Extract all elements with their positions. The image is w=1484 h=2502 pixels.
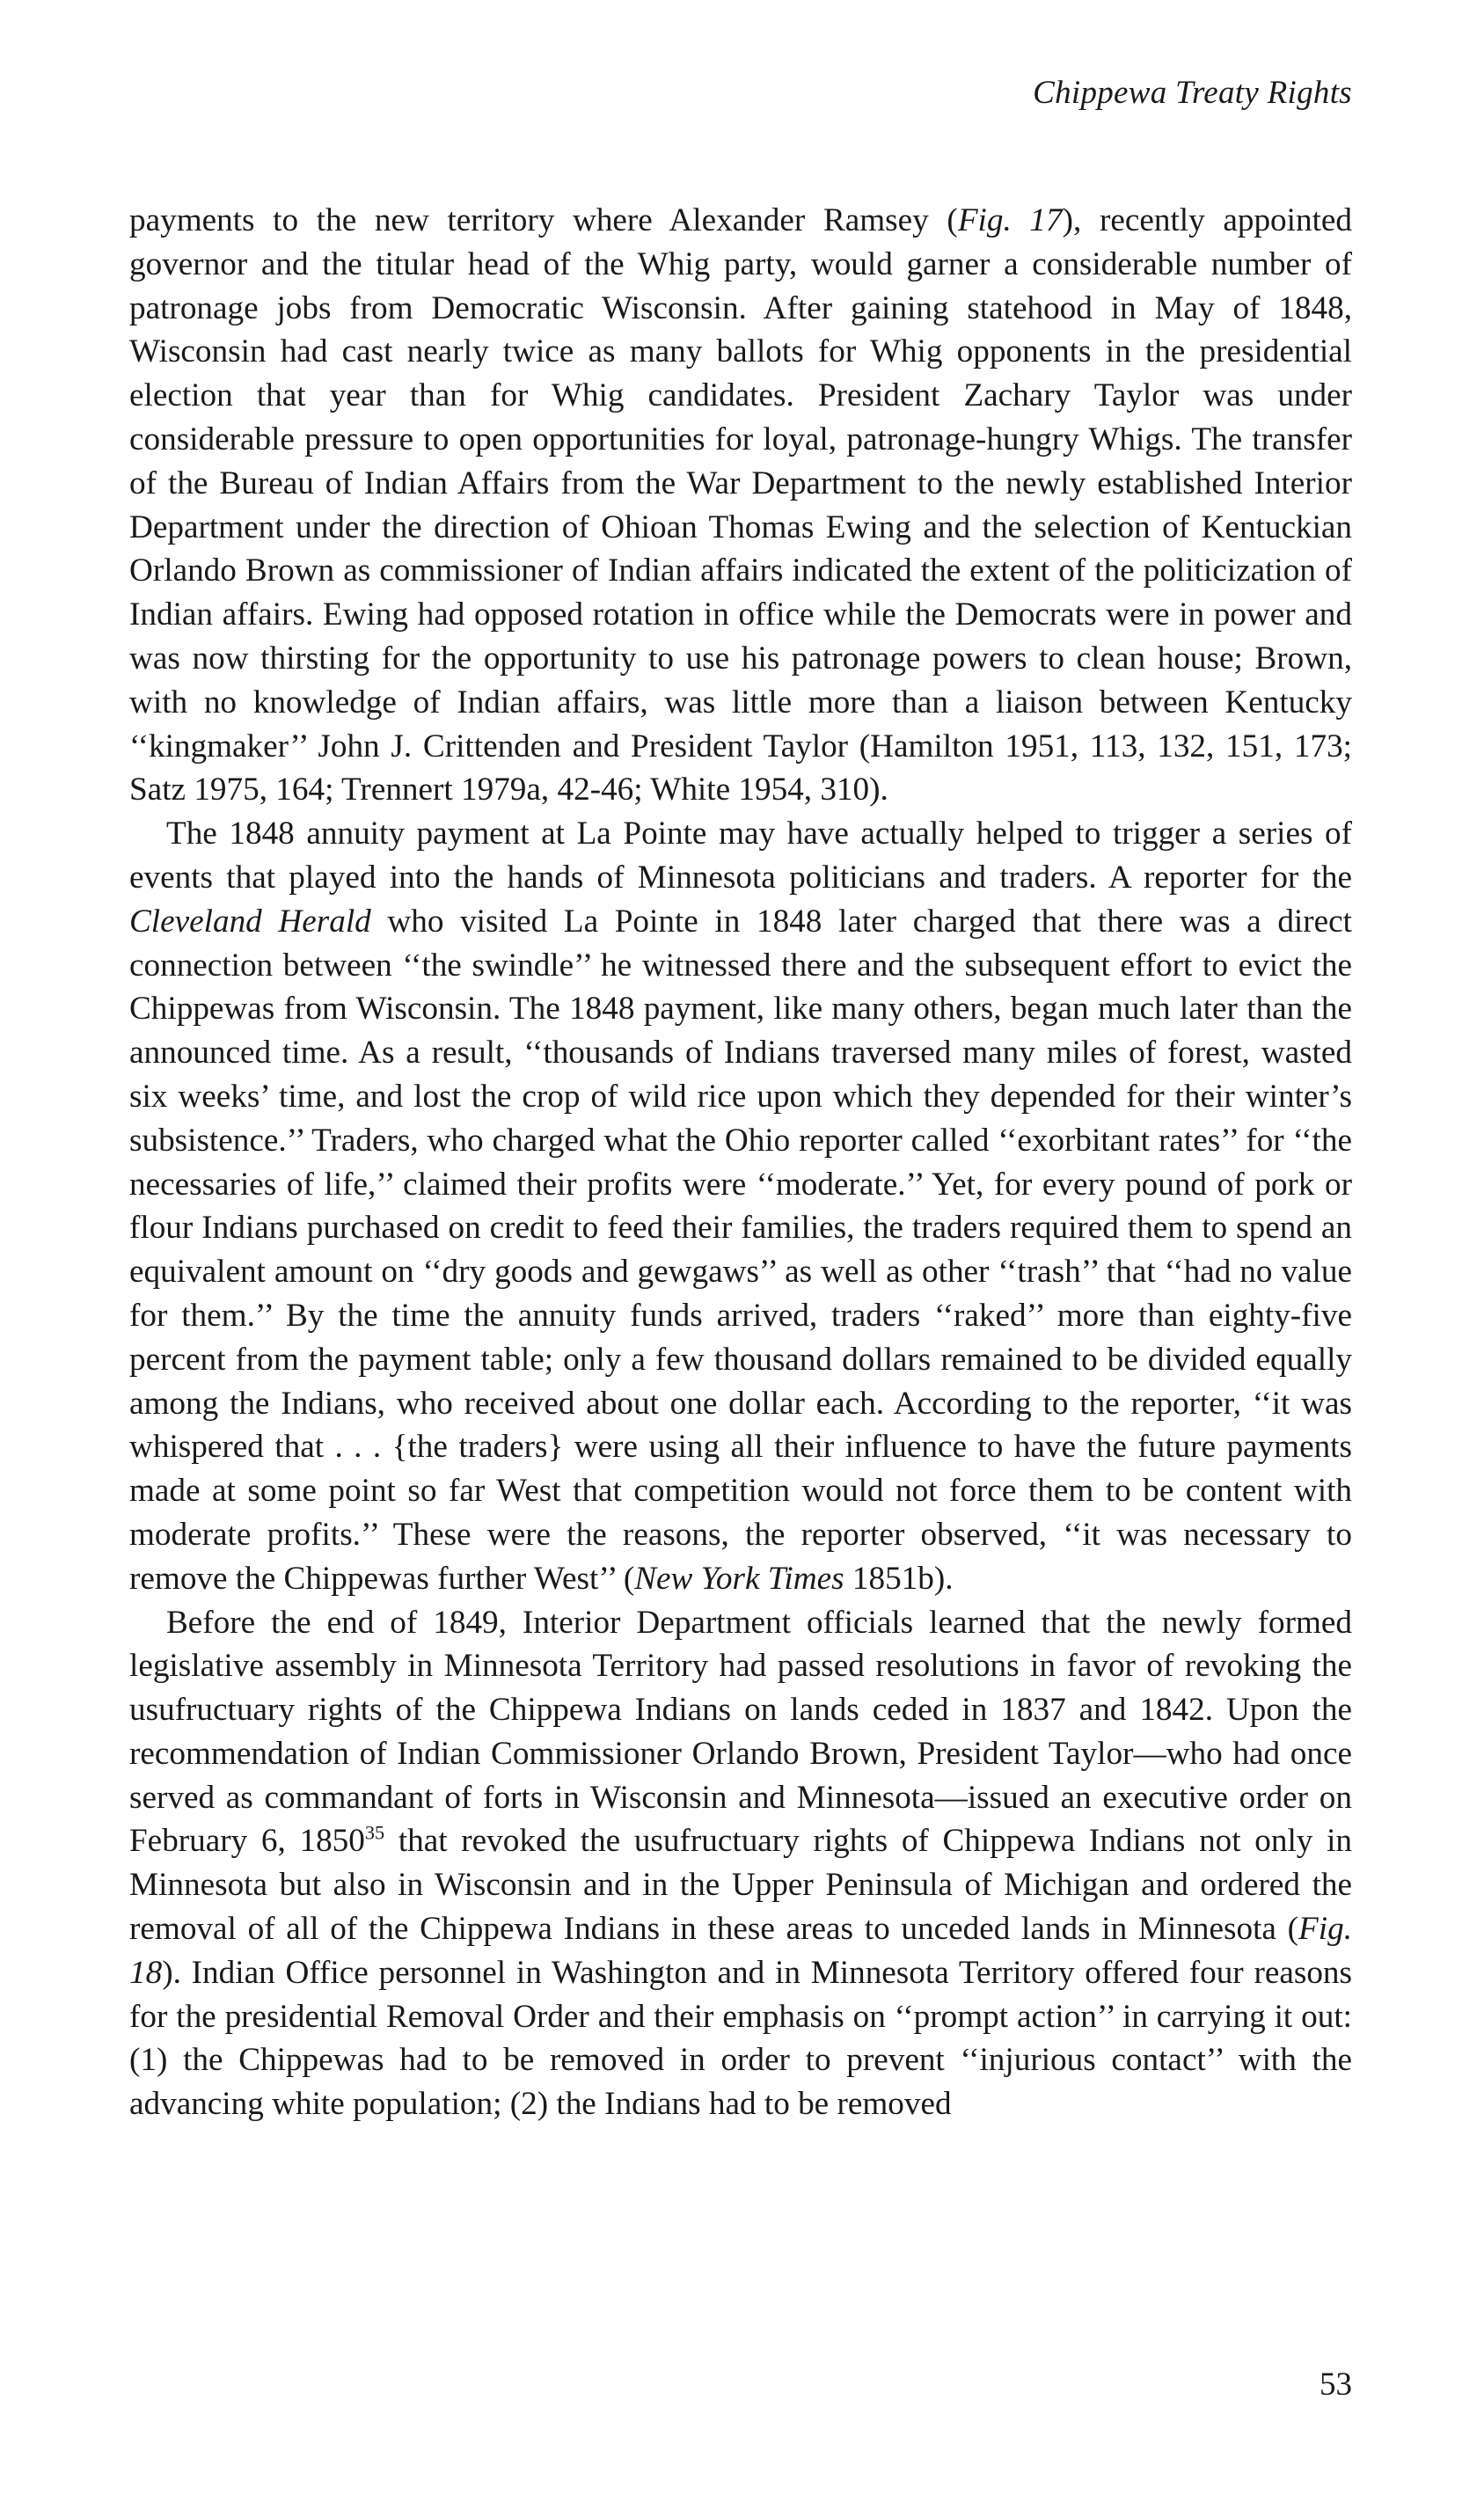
italic-text: Fig. 18 (129, 1911, 1352, 1991)
italic-text: Fig. 17 (957, 202, 1063, 238)
paragraph-3 (129, 1601, 1352, 2127)
body-text (129, 199, 1352, 2126)
text-run: ). Indian Office personnel in Washington and in Minnesota Territory offered four reasons for the presidential Removal Order and their emphasis on ‘‘prompt action’’ in carrying it out: (1) the Chippewas had to be removed in order to prevent ‘‘injurious contact’’ with the advancing white population; (2) the Indians had to be removed (129, 1954, 1352, 2123)
paragraph-1 (129, 199, 1352, 812)
italic-text: Cleveland Herald (129, 903, 371, 940)
text-run: that revoked the usufructuary rights of Chippewa Indians not only in Minnesota but also in Wisconsin and in the Upper Peninsula of Michigan and ordered the removal of all of the Chippewa Indians in these areas to unceded lands in Minnesota ( (129, 1823, 1352, 1948)
running-head: Chippewa Treaty Rights (1033, 75, 1352, 111)
paragraph-2 (129, 812, 1352, 1600)
text-run: ), recently appointed governor and the titular head of the Whig party, would garner a considerable number of patronage jobs from Democratic Wisconsin. After gaining statehood in May of 1848, Wisconsin had cast nearly twice as many ballots for Whig opponents in the presidential election that year than for Whig candidates. President Zachary Taylor was under considerable pressure to open opportunities for loyal, patronage-hungry Whigs. The transfer of the Bureau of Indian Affairs from the War Department to the newly established Interior Department under the direction of Ohioan Thomas Ewing and the selection of Kentuckian Orlando Brown as commissioner of Indian affairs indicated the extent of the politicization of Indian affairs. Ewing had opposed rotation in office while the Democrats were in power and was now thirsting for the opportunity to use his patronage powers to clean house; Brown, with no knowledge of Indian affairs, was little more than a liaison between Kentucky ‘‘kingmaker’’ John J. Crittenden and President Taylor (Hamilton 1951, 113, 132, 151, 173; Satz 1975, 164; Trennert 1979a, 42-46; White 1954, 310). (129, 202, 1353, 808)
text-run: 1851b). (844, 1560, 954, 1597)
text-run: The 1848 annuity payment at La Pointe may have actually helped to trigger a series of events that played into the hands of Minnesota politicians and traders. A reporter for the (129, 816, 1352, 896)
text-run: payments to the new territory where Alexander Ramsey ( (129, 202, 958, 238)
text-run: who visited La Pointe in 1848 later charged that there was a direct connection between ‘‘the swindle’’ he witnessed there and the subsequent effort to evict the Chippewas from Wisconsin. The 1848 payment, like many others, began much later than the announced time. As a result, ‘‘thousands of Indians traversed many miles of forest, wasted six weeks’ time, and lost the crop of wild rice upon which they depended for their winter’s subsistence.’’ Traders, who charged what the Ohio reporter called ‘‘exorbitant rates’’ for ‘‘the necessaries of life,’’ claimed their profits were ‘‘moderate.’’ Yet, for every pound of pork or flour Indians purchased on credit to feed their families, the traders required them to spend an equivalent amount on ‘‘dry goods and gewgaws’’ as well as other ‘‘trash’’ that ‘‘had no value for them.’’ By the time the annuity funds arrived, traders ‘‘raked’’ more than eighty-five percent from the payment table; only a few thousand dollars remained to be divided equally among the Indians, who received about one dollar each. According to the reporter, ‘‘it was whispered that . . . {the traders} were using all their influence to have the future payments made at some point so far West that competition would not force them to be content with moderate profits.’’ These were the reasons, the reporter observed, ‘‘it was necessary to remove the Chippewas further West’’ ( (129, 903, 1352, 1597)
italic-text: New York Times (634, 1560, 844, 1597)
footnote-marker: 35 (364, 1822, 385, 1845)
page-number: 53 (1320, 2367, 1352, 2403)
text-run: Before the end of 1849, Interior Department officials learned that the newly formed legislative assembly in Minnesota Territory had passed resolutions in favor of revoking the usufructuary rights of the Chippewa Indians on lands ceded in 1837 and 1842. Upon the recommendation of Indian Commissioner Orlando Brown, President Taylor—who had once served as commandant of forts in Wisconsin and Minnesota—issued an executive order on February 6, 1850 (129, 1604, 1352, 1860)
